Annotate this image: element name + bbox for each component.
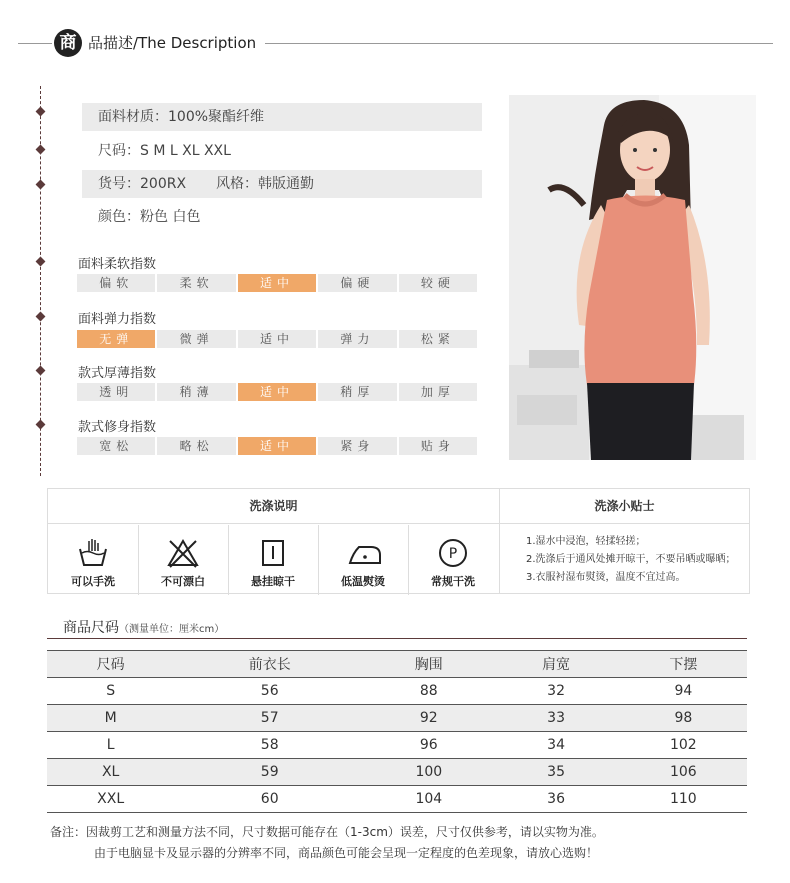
scale-fit	[77, 437, 477, 455]
table-cell: 60	[174, 786, 365, 813]
scale-title-softness: 面料柔软指数	[78, 257, 157, 272]
scale-cell: 加厚	[399, 383, 477, 401]
scale-title-thickness: 款式厚薄指数	[78, 366, 157, 381]
table-cell: 35	[492, 759, 619, 786]
decorative-dot	[36, 420, 46, 430]
table-cell: S	[47, 678, 174, 705]
header-line-right	[265, 43, 773, 44]
care-item-no-bleach	[138, 525, 228, 595]
decorative-dot	[36, 257, 46, 267]
scale-cell-selected: 适中	[238, 383, 316, 401]
size-chart-title	[63, 617, 224, 637]
table-row	[47, 705, 747, 732]
scale-elasticity	[77, 330, 477, 348]
table-row	[47, 732, 747, 759]
low-iron-icon	[347, 537, 383, 569]
size-unit-note: （测量单位：厘米cm）	[119, 624, 225, 635]
scale-cell: 透明	[77, 383, 155, 401]
info-material	[82, 103, 482, 131]
size-notes	[50, 822, 604, 864]
care-item-low-iron	[318, 525, 408, 595]
sizes-text: 尺码：S M L XL XXL	[98, 143, 231, 159]
table-cell: 102	[620, 732, 747, 759]
table-cell: 98	[620, 705, 747, 732]
scale-cell-selected: 适中	[238, 437, 316, 455]
scale-cell-selected: 适中	[238, 274, 316, 292]
info-sizes	[82, 137, 482, 165]
care-item-dry-clean	[408, 525, 498, 595]
table-cell: 88	[365, 678, 492, 705]
table-cell: 94	[620, 678, 747, 705]
scale-cell: 宽松	[77, 437, 155, 455]
table-cell: 33	[492, 705, 619, 732]
scale-softness	[77, 274, 477, 292]
size-chart-rule	[47, 638, 747, 639]
table-cell: 110	[620, 786, 747, 813]
table-header-row	[47, 651, 747, 678]
scale-cell-selected: 无弹	[77, 330, 155, 348]
scale-thickness	[77, 383, 477, 401]
scale-cell: 柔软	[157, 274, 235, 292]
info-item-style	[82, 170, 482, 198]
color-text: 颜色：粉色 白色	[98, 209, 201, 225]
note-line: 由于电脑显卡及显示器的分辨率不同，商品颜色可能会呈现一定程度的色差现象，请放心选购！	[94, 846, 599, 860]
table-cell: 56	[174, 678, 365, 705]
care-item-hand-wash	[48, 525, 138, 595]
care-tip: 1.湿水中浸泡，轻揉轻搓；	[526, 536, 646, 547]
care-divider	[499, 489, 500, 593]
table-header-cell: 肩宽	[492, 651, 619, 678]
scale-cell: 松紧	[399, 330, 477, 348]
care-label: 悬挂晾干	[251, 575, 295, 588]
care-tips	[526, 533, 736, 587]
table-cell: 106	[620, 759, 747, 786]
decorative-dot	[36, 145, 46, 155]
table-header-cell: 前衣长	[174, 651, 365, 678]
scale-cell: 稍薄	[157, 383, 235, 401]
care-label: 可以手洗	[71, 575, 115, 588]
table-cell: 100	[365, 759, 492, 786]
table-header-cell: 尺码	[47, 651, 174, 678]
product-photo	[509, 95, 756, 460]
table-cell: L	[47, 732, 174, 759]
care-item-hang-dry	[228, 525, 318, 595]
model-illustration	[509, 95, 756, 460]
table-cell: 59	[174, 759, 365, 786]
table-row	[47, 678, 747, 705]
care-tip: 3.衣服衬湿布熨烫，温度不宜过高。	[526, 572, 686, 583]
table-cell: 58	[174, 732, 365, 759]
care-label: 不可漂白	[161, 575, 205, 588]
scale-title-elasticity: 面料弹力指数	[78, 312, 157, 327]
scale-cell: 弹力	[318, 330, 396, 348]
style-text: 风格：韩版通勤	[216, 176, 315, 192]
scale-cell: 适中	[238, 330, 316, 348]
care-label: 低温熨烫	[341, 575, 385, 588]
decorative-dot	[36, 180, 46, 190]
table-header-cell: 胸围	[365, 651, 492, 678]
care-table	[47, 488, 750, 594]
table-row	[47, 786, 747, 813]
no-bleach-icon	[167, 537, 199, 569]
table-cell: XL	[47, 759, 174, 786]
svg-text:P: P	[448, 546, 458, 562]
table-cell: M	[47, 705, 174, 732]
scale-title-fit: 款式修身指数	[78, 420, 157, 435]
header-title: 品描述/The Description	[88, 34, 257, 52]
table-cell: XXL	[47, 786, 174, 813]
table-header-cell: 下摆	[620, 651, 747, 678]
section-header	[0, 26, 790, 60]
header-badge: 商	[54, 29, 82, 57]
scale-cell: 稍厚	[318, 383, 396, 401]
table-cell: 34	[492, 732, 619, 759]
table-cell: 96	[365, 732, 492, 759]
material-text: 面料材质：100%聚酯纤维	[98, 109, 265, 125]
header-line-left	[18, 43, 52, 44]
hang-dry-icon	[257, 537, 289, 569]
table-cell: 104	[365, 786, 492, 813]
table-cell: 92	[365, 705, 492, 732]
size-title-text: 商品尺码	[63, 620, 119, 636]
item-no-text: 货号：200RX	[98, 176, 187, 192]
care-label: 常规干洗	[431, 575, 475, 588]
hand-wash-icon	[77, 537, 109, 569]
scale-cell: 贴身	[399, 437, 477, 455]
scale-cell: 紧身	[318, 437, 396, 455]
scale-cell: 较硬	[399, 274, 477, 292]
decorative-dot	[36, 366, 46, 376]
scale-cell: 略松	[157, 437, 235, 455]
note-line: 备注：因裁剪工艺和测量方法不同，尺寸数据可能存在（1-3cm）误差，尺寸仅供参考，请以实物为准。	[50, 825, 604, 839]
table-cell: 32	[492, 678, 619, 705]
care-header-right: 洗涤小贴士	[499, 489, 750, 524]
table-cell: 57	[174, 705, 365, 732]
care-tip: 2.洗涤后于通风处摊开晾干，不要吊晒或曝晒；	[526, 554, 736, 565]
decorative-dot	[36, 312, 46, 322]
dry-clean-icon	[437, 537, 469, 569]
care-header-left: 洗涤说明	[48, 489, 499, 524]
info-color	[82, 203, 482, 231]
size-table	[47, 650, 747, 813]
table-cell: 36	[492, 786, 619, 813]
scale-cell: 偏硬	[318, 274, 396, 292]
table-row	[47, 759, 747, 786]
decorative-dot	[36, 107, 46, 117]
scale-cell: 偏软	[77, 274, 155, 292]
scale-cell: 微弹	[157, 330, 235, 348]
